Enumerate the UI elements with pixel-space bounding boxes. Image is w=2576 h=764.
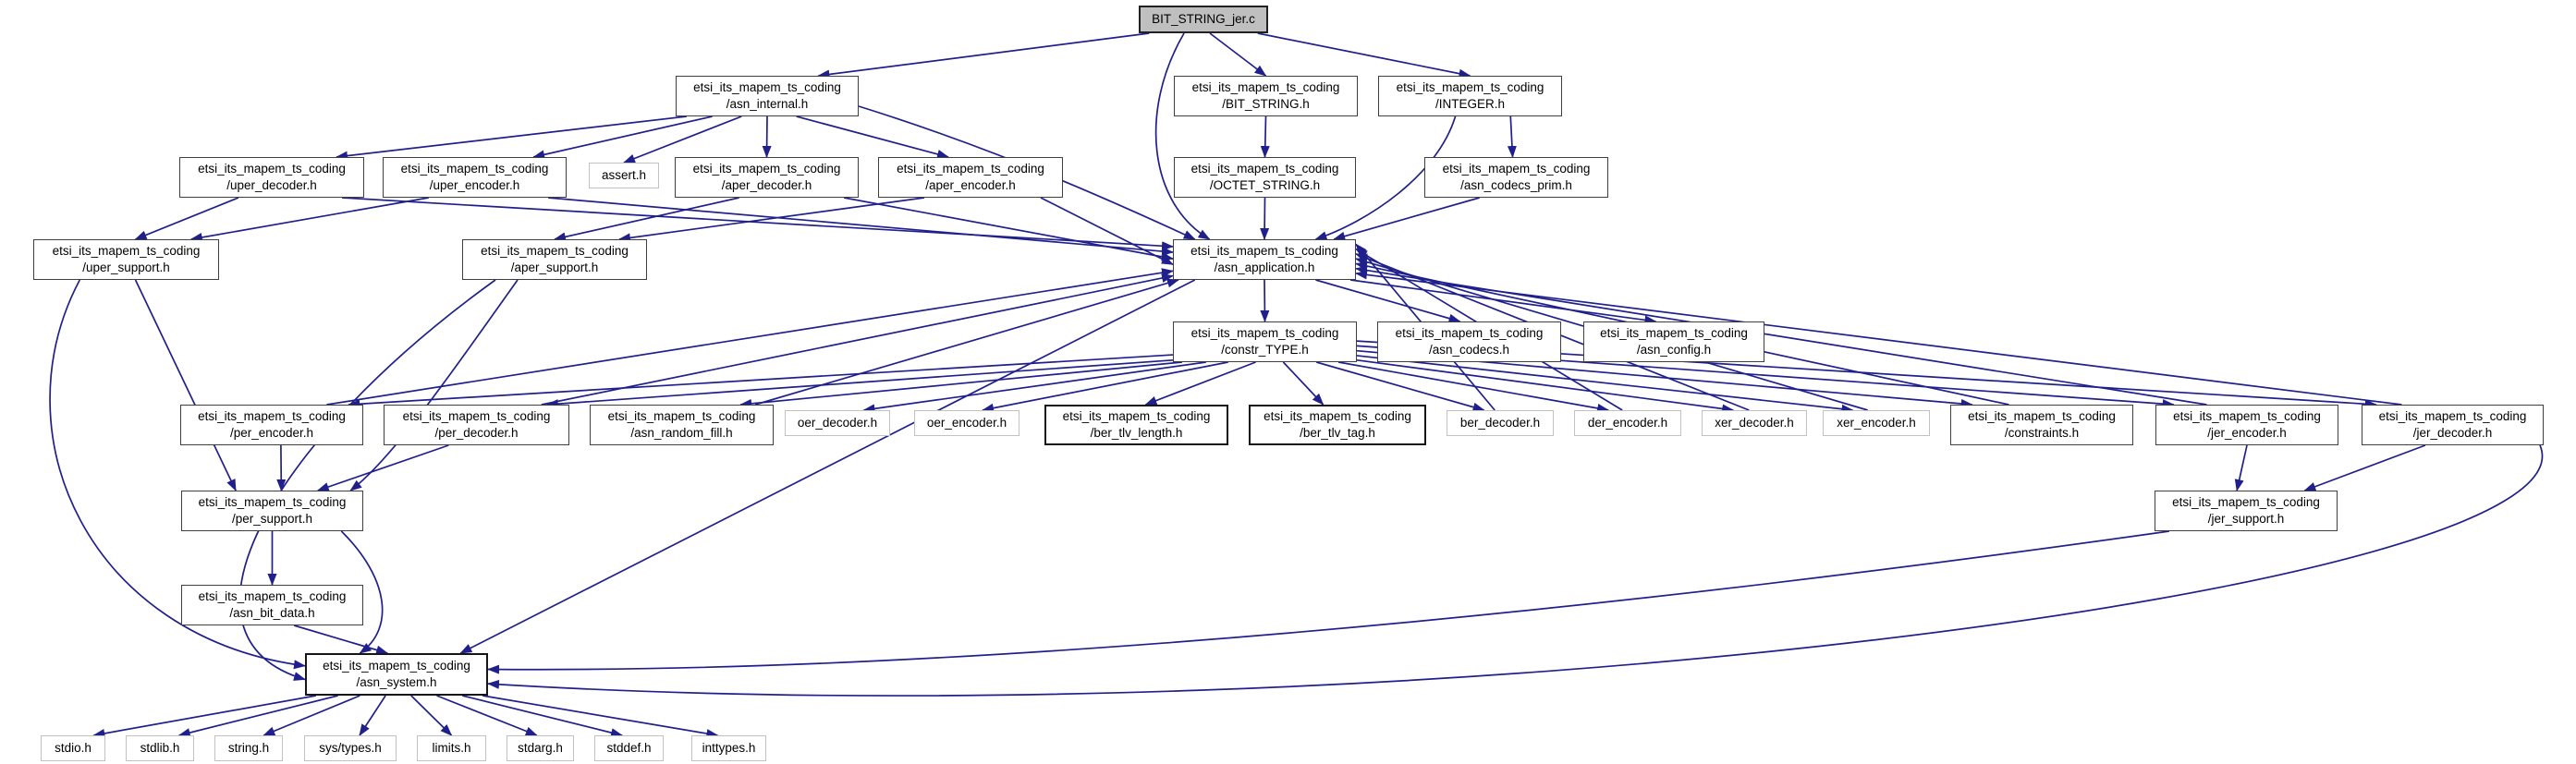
include-edge-bit_string_jer_c-to-asn_application [1156, 33, 1210, 239]
graph-node-asn_config[interactable] [1583, 321, 1764, 362]
graph-node-label: etsi_its_mapem_ts_coding [2378, 409, 2527, 424]
graph-node-uper_support[interactable] [33, 239, 219, 280]
include-edge-aper_decoder-to-aper_support [555, 198, 739, 239]
graph-node-label: /jer_support.h [2207, 512, 2285, 526]
graph-node-label: etsi_its_mapem_ts_coding [1600, 326, 1748, 341]
graph-node-label: etsi_its_mapem_ts_coding [2173, 409, 2321, 424]
include-edge-per_decoder-to-asn_application [542, 276, 1173, 405]
graph-node-label: etsi_its_mapem_ts_coding [1191, 80, 1340, 95]
graph-node-bit_string[interactable] [1174, 76, 1358, 116]
graph-node-label: ber_decoder.h [1459, 416, 1541, 431]
graph-node-label: etsi_its_mapem_ts_coding [693, 80, 841, 95]
include-edge-asn_internal-to-uper_decoder [336, 116, 687, 157]
graph-node-label: inttypes.h [702, 741, 756, 756]
graph-node-ber_tlv_length[interactable] [1044, 405, 1228, 445]
graph-node-label: etsi_its_mapem_ts_coding [1062, 409, 1211, 424]
graph-node-label: etsi_its_mapem_ts_coding [198, 495, 347, 510]
graph-node-label: stddef.h [606, 741, 652, 756]
include-edge-uper_support-to-per_support [136, 280, 237, 491]
graph-node-label: /per_encoder.h [229, 426, 314, 440]
include-edge-constr_type-to-ber_tlv_tag [1283, 362, 1323, 405]
graph-node-per_encoder[interactable] [180, 405, 363, 445]
graph-node-label: /uper_support.h [82, 261, 170, 274]
graph-node-label: /uper_decoder.h [226, 178, 317, 192]
graph-node-integer[interactable] [1378, 76, 1562, 116]
graph-node-stdarg_h [507, 735, 574, 761]
graph-node-label: etsi_its_mapem_ts_coding [2172, 495, 2320, 510]
graph-node-label: oer_decoder.h [797, 416, 878, 431]
graph-node-label: etsi_its_mapem_ts_coding [198, 409, 346, 424]
graph-node-jer_decoder[interactable] [2362, 405, 2544, 445]
include-edge-per_decoder-to-per_support [318, 445, 449, 491]
include-edge-asn_application-to-constr_type [1264, 280, 1265, 321]
graph-node-label: etsi_its_mapem_ts_coding [1395, 326, 1544, 341]
graph-node-asn_application[interactable] [1173, 239, 1356, 280]
graph-node-label: /aper_encoder.h [925, 178, 1016, 192]
include-edge-bit_string-to-octet_string [1265, 116, 1266, 157]
graph-node-sys_types_h [304, 735, 397, 761]
graph-node-label: /asn_system.h [356, 675, 437, 689]
graph-node-label: etsi_its_mapem_ts_coding [692, 162, 841, 176]
graph-node-label: etsi_its_mapem_ts_coding [198, 162, 346, 176]
graph-node-label: /asn_random_fill.h [630, 426, 733, 440]
graph-node-aper_support[interactable] [462, 239, 647, 280]
graph-node-label: /jer_decoder.h [2412, 426, 2493, 440]
graph-node-octet_string[interactable] [1174, 157, 1356, 198]
graph-node-label: stdio.h [55, 741, 92, 756]
graph-node-label: /BIT_STRING.h [1222, 97, 1310, 111]
include-edge-jer_encoder-to-jer_support [2237, 445, 2247, 491]
graph-node-xer_encoder [1823, 410, 1930, 436]
graph-node-label: /constr_TYPE.h [1221, 343, 1309, 357]
graph-node-oer_encoder [914, 410, 1019, 436]
graph-node-label: /constraints.h [2004, 426, 2080, 440]
graph-node-limits_h [417, 735, 486, 761]
include-edge-constr_type-to-ber_decoder [1316, 362, 1483, 410]
include-edge-integer-to-asn_codecs_prim [1510, 116, 1512, 157]
include-edge-asn_internal-to-aper_decoder [767, 116, 768, 157]
graph-node-label: etsi_its_mapem_ts_coding [323, 659, 470, 673]
graph-node-per_support[interactable] [181, 491, 363, 531]
include-edge-asn_application-to-asn_config [1350, 280, 1655, 321]
graph-node-asn_codecs[interactable] [1377, 321, 1561, 362]
include-edge-jer_support-to-asn_system [488, 531, 2169, 670]
graph-node-label: etsi_its_mapem_ts_coding [1190, 162, 1339, 176]
graph-node-uper_decoder[interactable] [179, 157, 364, 198]
include-edge-asn_system-to-limits_h [411, 696, 452, 735]
graph-node-label: etsi_its_mapem_ts_coding [52, 244, 201, 259]
graph-node-jer_support[interactable] [2155, 491, 2338, 531]
graph-node-label: /uper_encoder.h [429, 178, 520, 192]
graph-node-ber_decoder [1447, 410, 1554, 436]
graph-node-label: /OCTET_STRING.h [1209, 178, 1321, 192]
include-edge-aper_encoder-to-aper_support [619, 198, 924, 239]
graph-node-label: /ber_tlv_tag.h [1300, 426, 1375, 440]
include-edge-asn_internal-to-aper_encoder [797, 116, 948, 157]
graph-node-constr_type[interactable] [1173, 321, 1357, 362]
graph-node-label: etsi_its_mapem_ts_coding [481, 244, 629, 259]
graph-node-label: xer_encoder.h [1837, 416, 1916, 431]
graph-node-label: /INTEGER.h [1435, 97, 1505, 111]
graph-node-label: etsi_its_mapem_ts_coding [897, 162, 1044, 176]
graph-node-stdio_h [41, 735, 105, 761]
include-edge-bit_string_jer_c-to-integer [1258, 33, 1471, 76]
graph-node-label: /asn_codecs.h [1428, 343, 1510, 357]
graph-node-stdlib_h [126, 735, 194, 761]
graph-node-label: etsi_its_mapem_ts_coding [1190, 244, 1338, 259]
graph-node-label: stdarg.h [518, 741, 563, 756]
graph-node-assert_h [589, 163, 659, 188]
include-edge-jer_decoder-to-jer_support [2304, 445, 2425, 491]
graph-node-oer_decoder [785, 410, 890, 436]
include-edge-constr_type-to-per_decoder [547, 360, 1173, 405]
graph-node-label: etsi_its_mapem_ts_coding [198, 589, 347, 604]
graph-node-asn_bit_data[interactable] [181, 585, 363, 625]
graph-node-label: etsi_its_mapem_ts_coding [1442, 162, 1591, 176]
graph-node-label: etsi_its_mapem_ts_coding [1264, 409, 1411, 424]
include-edge-octet_string-to-asn_application [1264, 198, 1265, 239]
include-edge-aper_support-to-per_support [350, 280, 518, 491]
graph-node-label: /asn_codecs_prim.h [1460, 178, 1572, 192]
graph-node-xer_decoder [1702, 410, 1807, 436]
include-edge-asn_internal-to-uper_encoder [533, 116, 712, 157]
include-edge-asn_application-to-asn_system [460, 280, 1194, 653]
graph-node-uper_encoder[interactable] [383, 157, 567, 198]
include-edge-aper_encoder-to-asn_application [1041, 198, 1173, 264]
graph-node-label: /jer_encoder.h [2207, 426, 2287, 440]
graph-node-label: /asn_internal.h [726, 97, 809, 111]
graph-node-label: /asn_config.h [1636, 343, 1712, 357]
graph-node-asn_random_fill[interactable] [590, 405, 774, 445]
graph-node-per_decoder[interactable] [384, 405, 569, 445]
graph-node-label: stdlib.h [140, 741, 180, 756]
graph-node-label: etsi_its_mapem_ts_coding [1396, 80, 1544, 95]
graph-node-label: /per_support.h [231, 512, 313, 526]
graph-node-label: /aper_support.h [510, 261, 599, 274]
graph-node-label: sys/types.h [319, 741, 382, 756]
graph-node-jer_encoder[interactable] [2155, 405, 2338, 445]
graph-node-aper_encoder[interactable] [878, 157, 1063, 198]
graph-node-ber_tlv_tag[interactable] [1249, 405, 1426, 445]
include-edge-asn_codecs_prim-to-asn_application [1334, 198, 1479, 239]
graph-node-string_h [214, 735, 283, 761]
include-edge-asn_system-to-sys_types_h [360, 696, 385, 735]
graph-node-bit_string_jer_c[interactable] [1139, 6, 1268, 33]
graph-node-label: string.h [227, 741, 270, 756]
include-edge-bit_string_jer_c-to-bit_string [1210, 33, 1266, 76]
graph-node-label: /asn_bit_data.h [229, 606, 315, 620]
graph-node-label: assert.h [601, 168, 647, 183]
graph-node-constraints[interactable] [1950, 405, 2133, 445]
graph-node-der_encoder [1574, 410, 1681, 436]
graph-node-label: etsi_its_mapem_ts_coding [400, 162, 549, 176]
graph-node-inttypes_h [691, 735, 766, 761]
include-edge-bit_string_jer_c-to-asn_internal [818, 33, 1149, 76]
graph-node-label: /aper_decoder.h [721, 178, 812, 192]
graph-node-label: limits.h [432, 741, 471, 756]
graph-node-label: etsi_its_mapem_ts_coding [1968, 409, 2116, 424]
graph-node-asn_internal[interactable] [676, 76, 859, 116]
graph-node-aper_decoder[interactable] [675, 157, 859, 198]
graph-node-label: /ber_tlv_length.h [1090, 426, 1183, 440]
graph-node-label: etsi_its_mapem_ts_coding [402, 409, 551, 424]
graph-node-label: BIT_STRING_jer.c [1152, 12, 1255, 27]
graph-node-asn_system[interactable] [305, 653, 488, 696]
include-edge-asn_random_fill-to-asn_application [755, 280, 1178, 405]
graph-node-label: xer_decoder.h [1715, 416, 1794, 431]
graph-node-label: /asn_application.h [1214, 261, 1315, 274]
graph-node-label: etsi_its_mapem_ts_coding [607, 409, 756, 424]
graph-node-label: der_encoder.h [1587, 416, 1668, 431]
include-edge-uper_encoder-to-uper_support [191, 198, 429, 239]
graph-node-stddef_h [594, 735, 664, 761]
graph-node-label: /per_decoder.h [434, 426, 519, 440]
graph-node-label: oer_encoder.h [926, 416, 1007, 431]
graph-node-label: etsi_its_mapem_ts_coding [1190, 326, 1339, 341]
graph-node-asn_codecs_prim[interactable] [1424, 157, 1608, 198]
